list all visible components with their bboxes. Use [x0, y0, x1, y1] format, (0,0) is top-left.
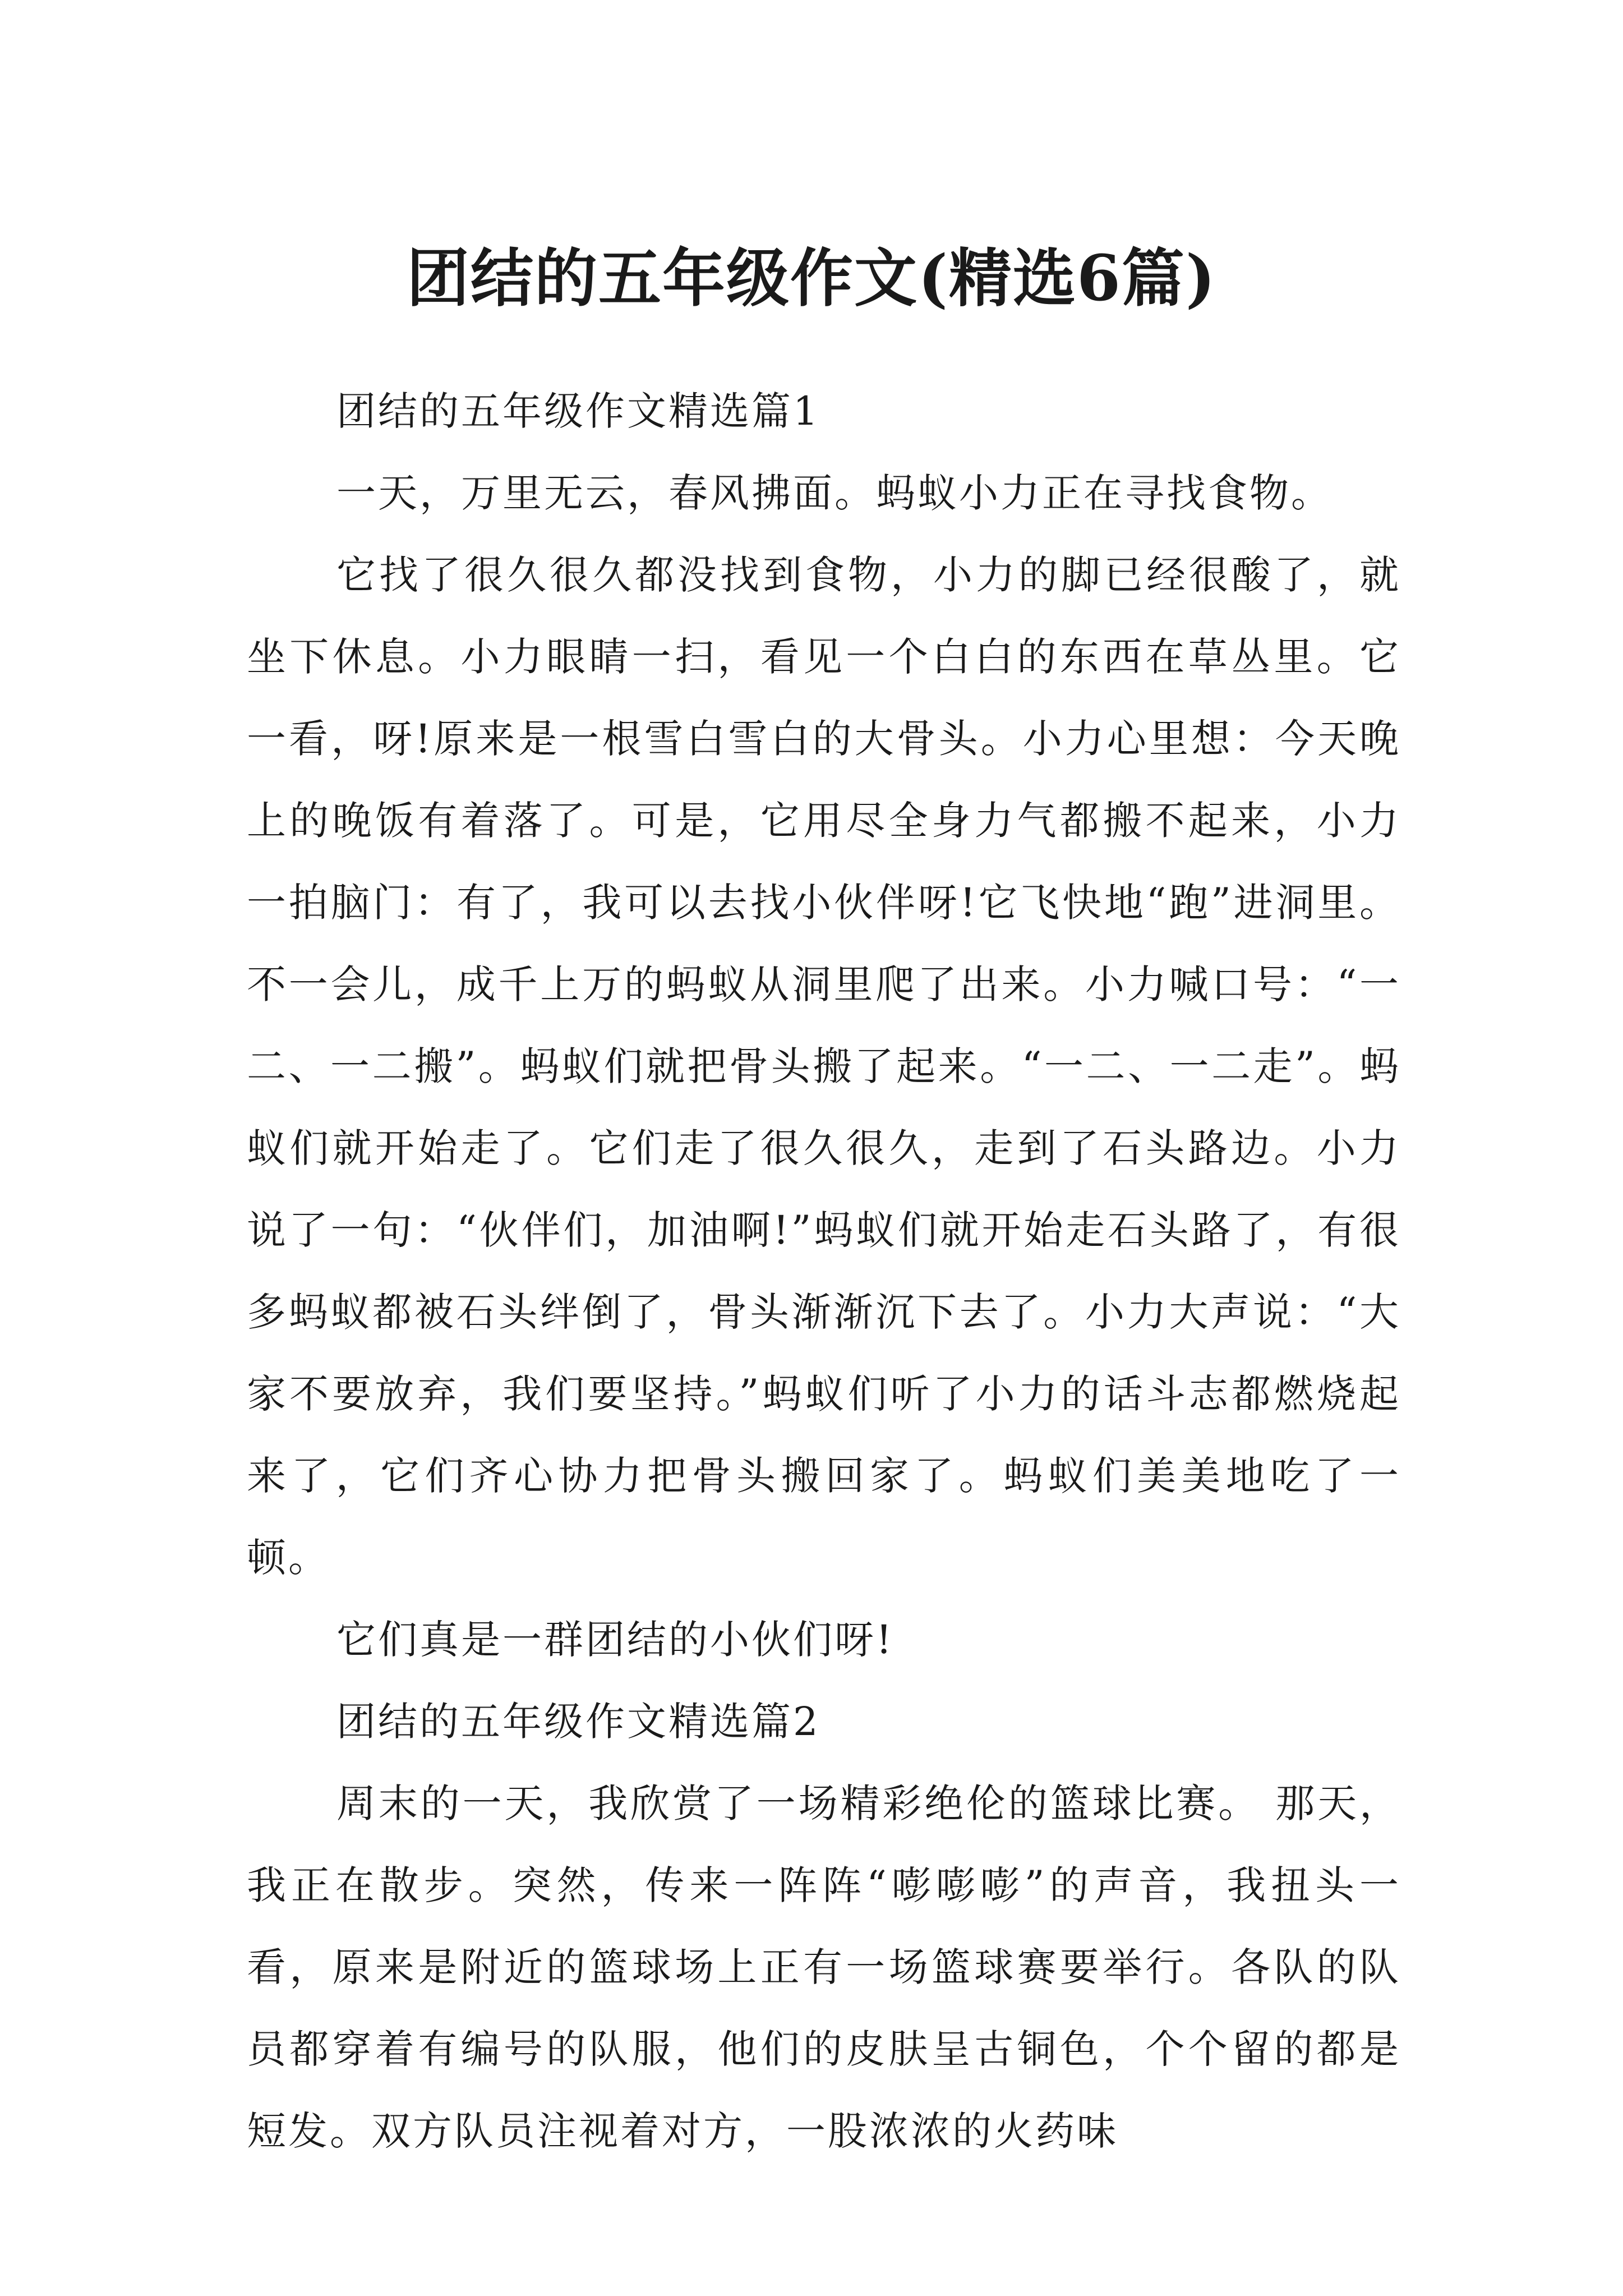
document-title: 团结的五年级作文(精选6篇) — [407, 242, 1216, 316]
paragraph: 它们真是一群团结的小伙们呀! — [336, 1617, 895, 1663]
section-heading-2: 团结的五年级作文精选篇2 — [336, 1699, 820, 1745]
document-body — [247, 370, 1401, 2172]
section-heading-1: 团结的五年级作文精选篇1 — [336, 388, 820, 434]
paragraph: 它找了很久很久都没找到食物，小力的脚已经很酸了，就坐下休息。小力眼睛一扫，看见一个白白的东西在草丛里。它一看，呀!原来是一根雪白雪白的大骨头。小力心里想：今天晚上的晚饭有着落了。可是，它用尽全身力气都搬不起来，小力一拍脑门：有了，我可以去找小伙伴呀!它飞快地“跑”进洞里。不一会儿，成千上万的蚂蚁从洞里爬了出来。小力喊口号：“一二、一二搬”。蚂蚁们就把骨头搬了起来。“一二、一二走”。蚂蚁们就开始走了。它们走了很久很久，走到了石头路边。小力说了一句：“伙伴们，加油啊!”蚂蚁们就开始走石头路了，有很多蚂蚁都被石头绊倒了，骨头渐渐沉下去了。小力大声说：“大家不要放弃，我们要坚持。”蚂蚁们听了小力的话斗志都燃烧起来了，它们齐心协力把骨头搬回家了。蚂蚁们美美地吃了一顿。 — [247, 552, 1401, 1581]
paragraph: 周末的一天，我欣赏了一场精彩绝伦的篮球比赛。 那天，我正在散步。突然，传来一阵阵“嘭嘭嘭”的声音，我扭头一看，原来是附近的篮球场上正有一场篮球赛要举行。各队的队员都穿着有编号的队服，他们的皮肤呈古铜色，个个留的都是短发。双方队员注视着对方，一股浓浓的火药味 — [247, 1780, 1401, 2154]
paragraph: 一天，万里无云，春风拂面。蚂蚁小力正在寻找食物。 — [336, 470, 1332, 516]
